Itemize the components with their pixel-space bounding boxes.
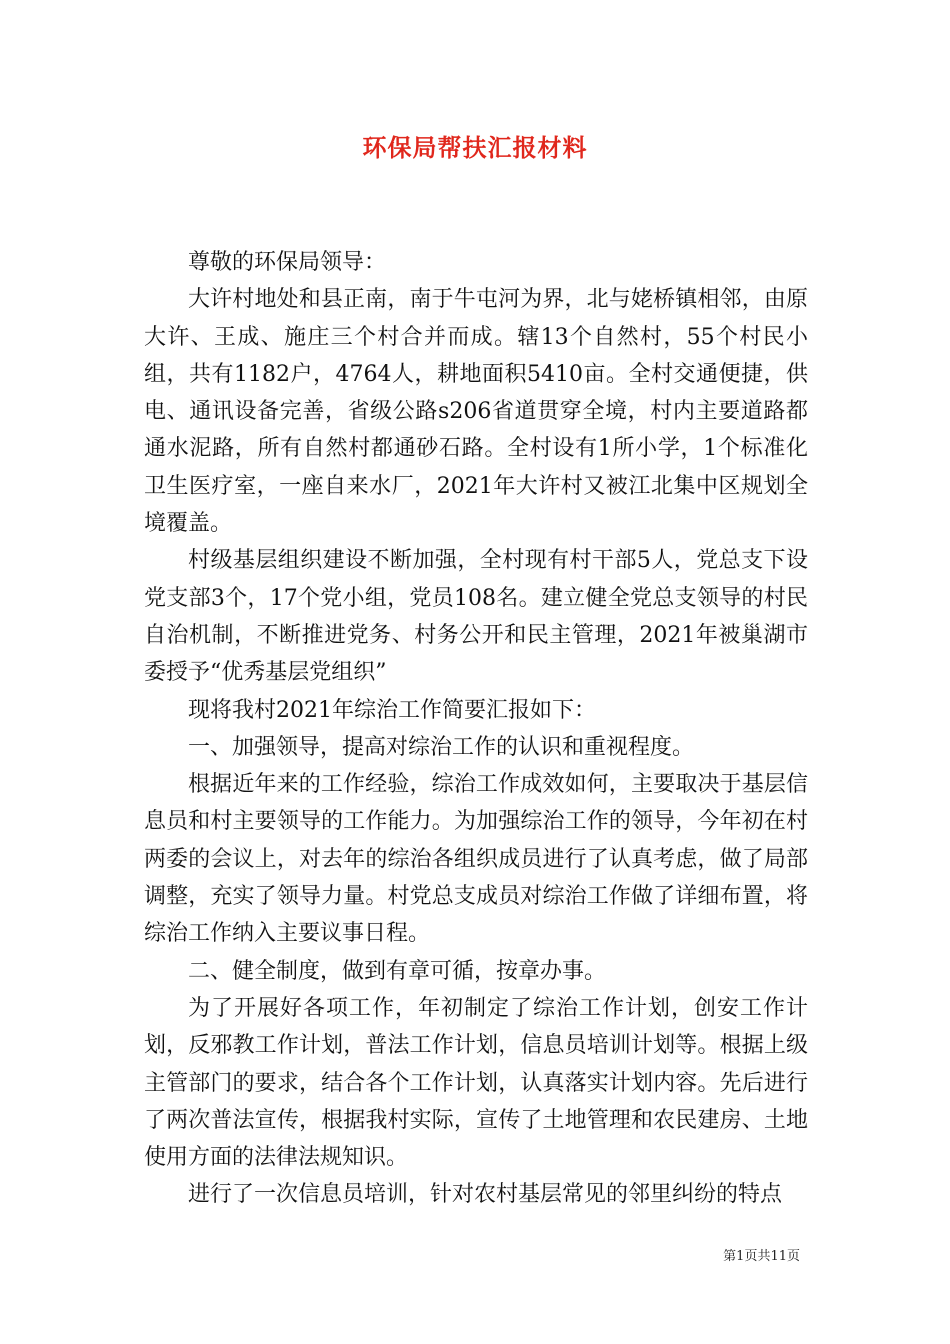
document-body bbox=[144, 244, 808, 1214]
section-heading-1: 一、加强领导，提高对综治工作的认识和重视程度。 bbox=[188, 734, 695, 760]
paragraph-party-organization: 村级基层组织建设不断加强，全村现有村干部5人，党总支下设党支部3个，17个党小组，党员108名。建立健全党总支领导的村民自治机制，不断推进党务、村务公开和民主管理，2021年被巢湖市委授予“优秀基层党组织” bbox=[144, 548, 808, 686]
page-number: 第1页共11页 bbox=[723, 1249, 800, 1264]
paragraph-training: 进行了一次信息员培训，针对农村基层常见的邻里纠纷的特点 bbox=[188, 1182, 783, 1208]
salutation: 尊敬的环保局领导： bbox=[188, 250, 387, 275]
paragraph-village-overview: 大许村地处和县正南，南于牛屯河为界，北与姥桥镇相邻，由原大许、王成、施庄三个村合并而成。辖13个自然村，55个村民小组，共有1182户，4764人，耕地面积5410亩。全村交通便捷，供电、通讯设备完善，省级公路s206省道贯穿全境，村内主要道路都通水泥路，所有自然村都通砂石路。全村设有1所小学，1个标准化卫生医疗室，一座自来水厂，2021年大许村又被江北集中区规划全境覆盖。 bbox=[144, 287, 808, 537]
paragraph-leadership: 根据近年来的工作经验，综治工作成效如何，主要取决于基层信息员和村主要领导的工作能力。为加强综治工作的领导，今年初在村两委的会议上，对去年的综治各组织成员进行了认真考虑，做了局部调整，充实了领导力量。村党总支成员对综治工作做了详细布置，将综治工作纳入主要议事日程。 bbox=[144, 772, 808, 947]
paragraph-plans: 为了开展好各项工作，年初制定了综治工作计划，创安工作计划，反邪教工作计划，普法工作计划，信息员培训计划等。根据上级主管部门的要求，结合各个工作计划，认真落实计划内容。先后进行了两次普法宣传，根据我村实际，宣传了土地管理和农民建房、土地使用方面的法律法规知识。 bbox=[144, 995, 808, 1171]
section-heading-2: 二、健全制度，做到有章可循，按章办事。 bbox=[188, 958, 607, 984]
paragraph-report-intro: 现将我村2021年综治工作简要汇报如下： bbox=[188, 697, 596, 723]
document-title: 环保局帮扶汇报材料 bbox=[362, 133, 588, 162]
